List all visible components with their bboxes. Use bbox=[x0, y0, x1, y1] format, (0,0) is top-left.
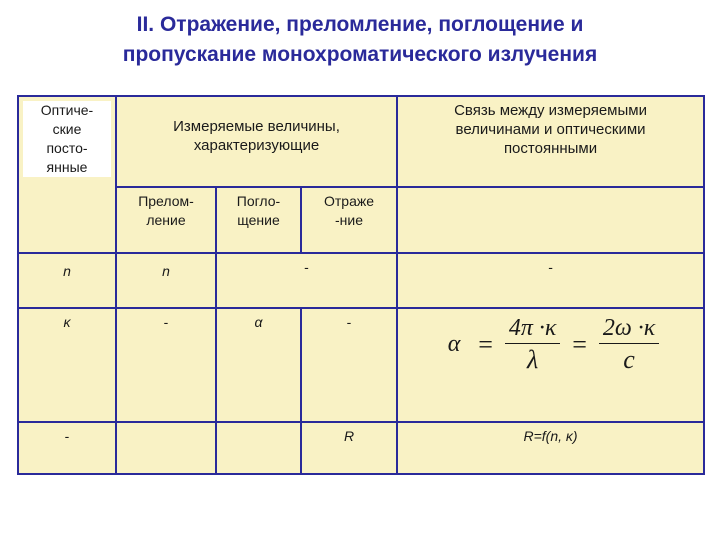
header-optical-constants-line: ские bbox=[52, 121, 82, 137]
subheader-absorption bbox=[216, 187, 301, 253]
fraction-1-denominator: λ bbox=[505, 343, 561, 376]
title-line-2: пропускание монохроматического излучения bbox=[122, 43, 598, 66]
row-n-relation: - bbox=[397, 253, 704, 308]
header-relation-line: постоянными bbox=[503, 140, 598, 157]
formula-equals: = bbox=[572, 330, 587, 359]
subheader-relation-empty bbox=[397, 187, 704, 253]
title-line-1: II. Отражение, преломление, поглощение и bbox=[136, 13, 584, 36]
subheader-refraction-line: Прелом- bbox=[138, 193, 194, 209]
optics-table bbox=[17, 95, 705, 475]
row-r-refraction bbox=[116, 422, 216, 474]
row-kappa-absorption: α bbox=[216, 308, 301, 422]
header-measured-line: характеризующие bbox=[193, 137, 320, 154]
subheader-refraction-line: ление bbox=[146, 212, 186, 228]
subheader-absorption-line: Погло- bbox=[236, 193, 281, 209]
row-kappa-refraction: - bbox=[116, 308, 216, 422]
fraction-1-numerator: 4π ·κ bbox=[508, 315, 557, 341]
header-relation-line: величинами и оптическими bbox=[455, 121, 646, 138]
subheader-reflection bbox=[301, 187, 397, 253]
subheader-absorption-line: щение bbox=[237, 212, 280, 228]
row-n-merged: - bbox=[216, 253, 397, 308]
row-r-reflection: R bbox=[301, 422, 397, 474]
fraction-2-denominator: c bbox=[599, 343, 659, 376]
header-optical-constants-line: Оптиче- bbox=[40, 102, 94, 118]
header-relation bbox=[397, 96, 704, 187]
row-kappa-formula bbox=[397, 308, 704, 422]
slide-title bbox=[0, 10, 720, 70]
header-measured-values bbox=[116, 96, 397, 187]
formula-fraction-2 bbox=[599, 313, 659, 376]
row-r-constant: - bbox=[18, 422, 116, 474]
formula-equals: = bbox=[478, 330, 493, 359]
subheader-reflection-line: Отраже bbox=[324, 193, 375, 209]
fraction-2-numerator: 2ω ·κ bbox=[602, 315, 656, 341]
row-r-absorption bbox=[216, 422, 301, 474]
row-n-refraction: n bbox=[116, 253, 216, 308]
row-n-constant: n bbox=[18, 253, 116, 308]
subheader-refraction bbox=[116, 187, 216, 253]
formula-fraction-1 bbox=[505, 313, 561, 376]
header-relation-line: Связь между измеряемыми bbox=[454, 102, 647, 119]
header-measured-line: Измеряемые величины, bbox=[173, 118, 340, 135]
header-optical-constants-line: посто- bbox=[46, 140, 88, 156]
header-optical-constants-line: янные bbox=[46, 159, 88, 175]
row-kappa-reflection: - bbox=[301, 308, 397, 422]
formula-alpha: α bbox=[447, 331, 461, 357]
header-optical-constants bbox=[18, 96, 116, 253]
row-r-relation: R=f(n, κ) bbox=[397, 422, 704, 474]
row-kappa-constant: κ bbox=[18, 308, 116, 422]
subheader-reflection-line: -ние bbox=[335, 212, 364, 228]
